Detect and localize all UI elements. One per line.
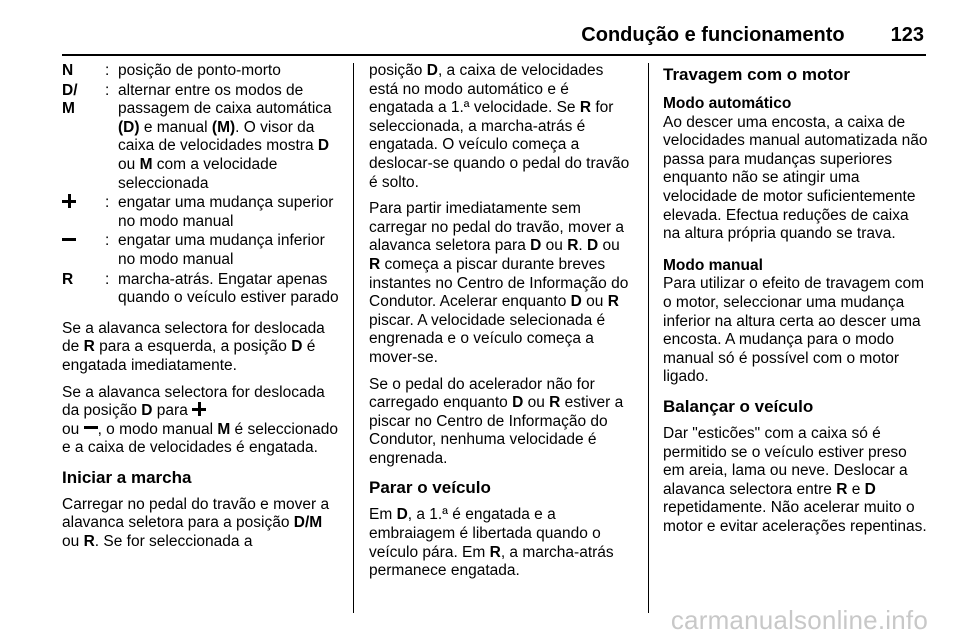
- paragraph: posição D, a caixa de velocidades está no modo automático e é engatada a 1.ª velocidade. Se R for seleccionada, a marcha-atrás é engatada. O veículo começa a deslocar-se quando o pedal do travão é solto.: [369, 62, 630, 191]
- page-header: [581, 24, 924, 54]
- definition-row: D/ M : alternar entre os modos de passagem de caixa automática (D) e manual (M). O visor da caixa de velocidades mostra D ou M com a velocidade seleccionada: [62, 82, 342, 194]
- definition-row: : engatar uma mudança inferior no modo manual: [62, 232, 342, 269]
- plus-icon: [62, 194, 76, 208]
- heading-stop: Parar o veículo: [369, 478, 491, 498]
- minus-icon: [62, 232, 76, 246]
- watermark: carmanualsonline.info: [670, 605, 928, 635]
- definition-key: R: [62, 270, 74, 288]
- paragraph: Ao descer uma encosta, a caixa de velocidades manual automatizada não passa para mudanças superiores enquanto não se atingir uma velocidade de motor suficientemente elevada. Efectua reduções de caixa na altura própria quando se trava.: [663, 113, 928, 243]
- paragraph: Em D, a 1.ª é engatada e a embraiagem é libertada quando o veículo pára. Em R, a marcha-atrás permanece engatada.: [369, 506, 614, 580]
- subheading-auto: Modo automático: [663, 95, 792, 112]
- subheading-manual: Modo manual: [663, 256, 763, 274]
- definition-row: : engatar uma mudança superior no modo manual: [62, 194, 342, 231]
- definition-key: D/ M: [62, 81, 78, 118]
- column-2: [369, 62, 635, 589]
- header-rule: [62, 54, 926, 56]
- definition-key: N: [62, 62, 74, 79]
- definition-row: N : posição de ponto-morto: [62, 62, 342, 81]
- paragraph: Se a alavanca selectora for deslocada da posição D para ou , o modo manual M é seleccionado e a caixa de velocidades é engatada.: [62, 383, 338, 457]
- definition-row: R : marcha-atrás. Engatar apenas quando o veículo estiver parado: [62, 271, 342, 308]
- paragraph: Para partir imediatamente sem carregar no pedal do travão, mover a alavanca seletora para D ou R. D ou R começa a piscar durante breves instantes no Centro de Informação do Condutor. Acelerar enquanto D ou R piscar. A velocidade selecionada é engrenada e o veículo começa a mover-se.: [369, 200, 629, 366]
- definition-text: engatar uma mudança inferior no modo manual: [118, 232, 325, 268]
- paragraph: Se o pedal do acelerador não for carregado enquanto D ou R estiver a piscar no Centro de Informação do Condutor, nenhuma velocidade é engrenada.: [369, 375, 624, 467]
- column-1: [62, 62, 342, 560]
- column-divider-1: [353, 63, 354, 613]
- definition-text: alternar entre os modos de passagem de caixa automática (D) e manual (M). O visor da caixa de velocidades mostra D ou M com a velocidade seleccionada: [118, 81, 332, 192]
- column-3: [663, 62, 929, 544]
- column-divider-2: [648, 63, 649, 613]
- paragraph: Se a alavanca selectora for deslocada de R para a esquerda, a posição D é engatada imediatamente.: [62, 319, 325, 374]
- minus-icon: [84, 421, 98, 435]
- paragraph: Carregar no pedal do travão e mover a alavanca seletora para a posição D/M ou R. Se for seleccionada a: [62, 495, 330, 551]
- definition-text: marcha-atrás. Engatar apenas quando o veículo estiver parado: [118, 270, 339, 307]
- definition-text: engatar uma mudança superior no modo manual: [118, 194, 334, 230]
- heading-engine-brake: Travagem com o motor: [663, 65, 851, 84]
- definition-text: posição de ponto-morto: [118, 62, 281, 79]
- paragraph: Dar "esticões" com a caixa só é permitido se o veículo estiver preso em areia, lama ou neve. Deslocar a alavanca selectora entre R e D repetidamente. Não acelerar muito o motor e evitar acelerações repentinas.: [663, 424, 927, 535]
- heading-start: Iniciar a marcha: [62, 467, 192, 487]
- section-title: Condução e funcionamento: [581, 24, 845, 46]
- plus-icon: [192, 402, 206, 416]
- page-number: 123: [890, 24, 924, 46]
- heading-rock: Balançar o veículo: [663, 396, 814, 416]
- paragraph: Para utilizar o efeito de travagem com o motor, seleccionar uma mudança inferior na altura certa ao descer uma encosta. A mudança para o modo manual só é possível com o motor ligado.: [663, 275, 925, 386]
